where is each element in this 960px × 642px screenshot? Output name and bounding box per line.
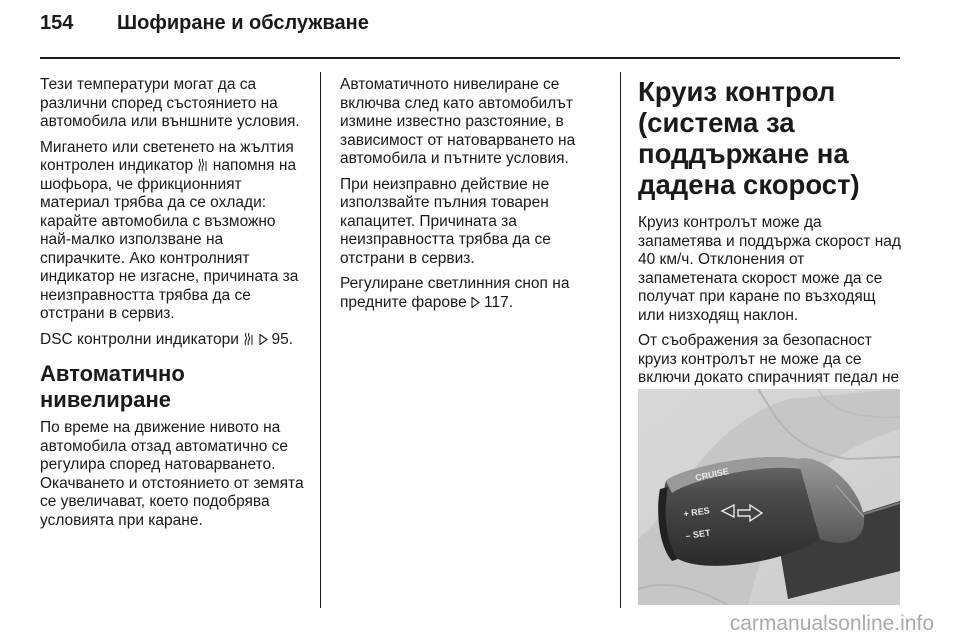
col2-paragraph-3 bbox=[340, 275, 588, 312]
page-reference-arrow-icon bbox=[259, 334, 268, 345]
res-label: + RES bbox=[682, 505, 711, 519]
dsc-indicator-icon bbox=[243, 332, 254, 346]
section-heading-auto-leveling: Автоматично нивелиране bbox=[40, 361, 185, 412]
cruise-control-stalk-illustration bbox=[638, 389, 900, 605]
page-number: 154 bbox=[40, 12, 74, 34]
col1-page-ref[interactable]: 95. bbox=[271, 330, 294, 348]
column-3 bbox=[638, 76, 903, 413]
col2-paragraph-2: При неизправно действие не използвайте пълния товарен капацитет. Причината за неизправността трябва да се отстрани в сервиз. bbox=[340, 175, 551, 267]
brake-temperature-warning-icon bbox=[197, 158, 208, 172]
cruise-control-stalk-figure bbox=[638, 389, 900, 605]
col1-paragraph-2 bbox=[40, 139, 310, 324]
col3-paragraph-1: Круиз контролът може да запаметява и поддържа скорост над 40 км/ч. Отклонения от запаметената скорост може да се получат при каране по възходящ или низходящ наклон. bbox=[638, 214, 901, 324]
col2-page-ref[interactable]: 117. bbox=[484, 293, 514, 311]
col1-paragraph-3 bbox=[40, 331, 310, 350]
col1-p2-text-a: Мигането или светенето на жълтия контролен индикатор bbox=[40, 138, 294, 174]
cruise-label: CRUISE bbox=[694, 466, 730, 483]
chapter-title: Шофиране и обслужване bbox=[117, 12, 369, 34]
column-1 bbox=[40, 76, 310, 537]
column-divider-2 bbox=[620, 72, 621, 608]
col1-paragraph-4: По време на движение нивото на автомобила отзад автоматично се регулира според натоварването. Окачването и отстоянието от земята се увеличават, което подобрява условията при каране. bbox=[40, 419, 304, 529]
col1-p3-text: DSC контролни индикатори bbox=[40, 330, 244, 348]
set-label: – SET bbox=[684, 527, 712, 541]
watermark: carmanualsonline.info bbox=[729, 612, 934, 635]
section-heading-cruise-control: Круиз контрол (система за поддържане на дадена скорост) bbox=[638, 76, 860, 200]
col1-p2-text-b: напомня на шофьора, че фрикционният материал трябва да се охлади: карайте автомобила с възможно най-малко използване на спирачките. Ако контролният индикатор не изгасне, причината за неизправността трябва да се отстрани в сервиз. bbox=[40, 157, 299, 322]
page-reference-arrow-icon bbox=[471, 297, 480, 308]
col1-paragraph-1: Тези температури могат да са различни според състоянието на автомобила или външните условия. bbox=[40, 76, 300, 130]
col2-p3-text: Регулиране светлинния сноп на предните фарове bbox=[340, 275, 570, 311]
col2-paragraph-1: Автоматичното нивелиране се включва след като автомобилът измине известно разстояние, в зависимост от натоварването на автомобила и пътните условия. bbox=[340, 76, 576, 167]
column-2 bbox=[340, 76, 588, 319]
column-divider-1 bbox=[320, 72, 321, 608]
header-rule bbox=[40, 57, 900, 59]
col3-paragraph-2: От съображения за безопасност круиз контролът не може да се включи докато спирачният педал не bbox=[638, 332, 900, 386]
